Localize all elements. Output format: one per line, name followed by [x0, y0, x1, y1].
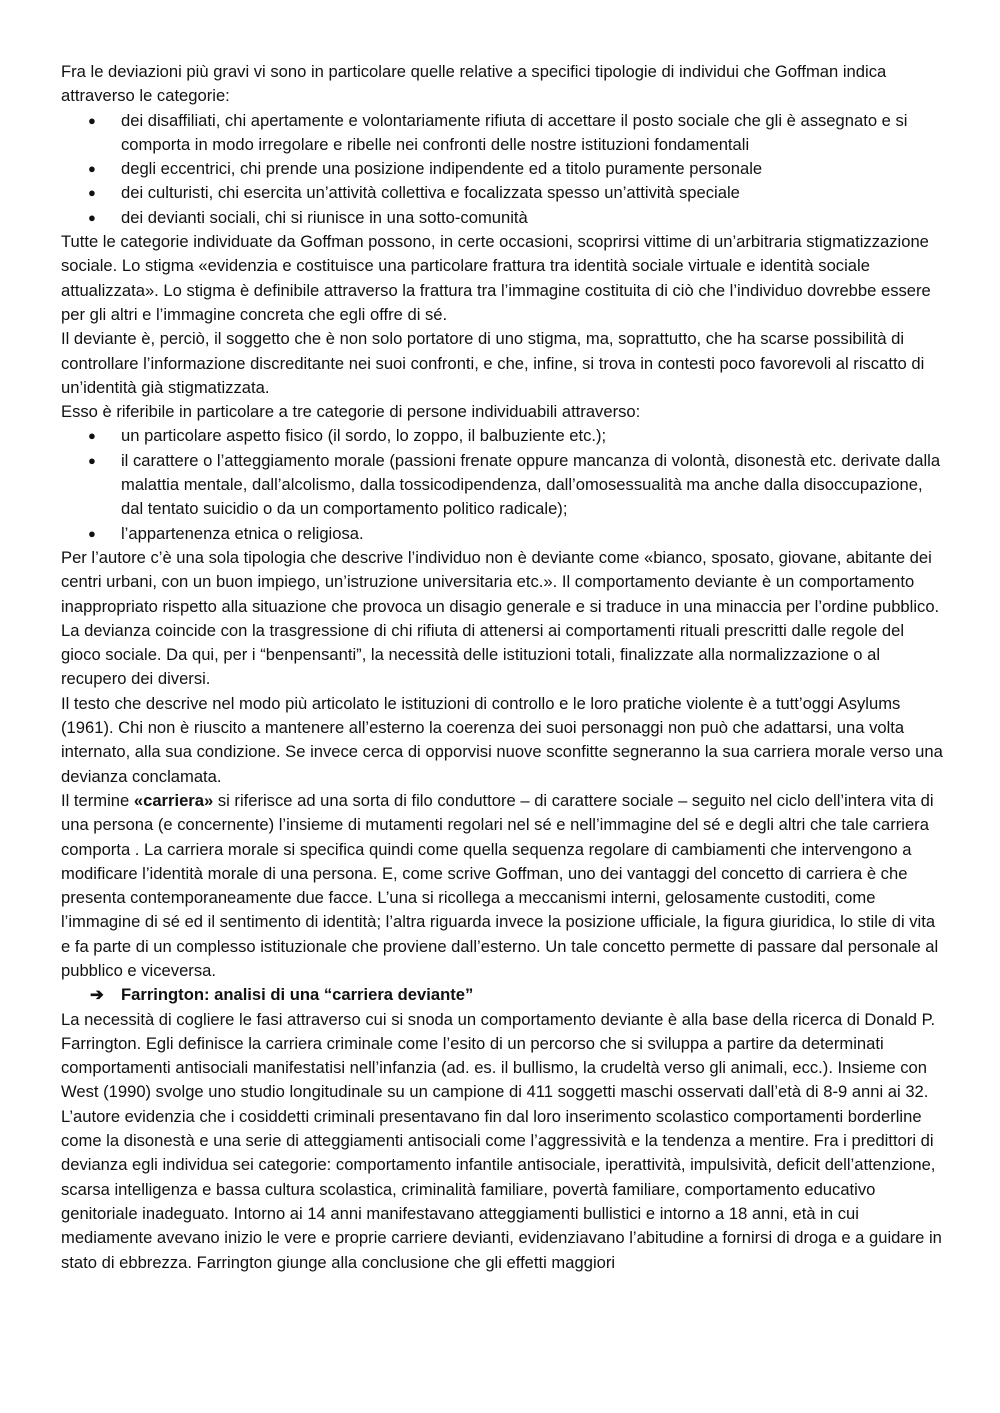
paragraph-deviant: Il deviante è, perciò, il soggetto che è non solo portatore di uno stigma, ma, soprattutto, che ha scarse possibilità di controllare l’informazione discreditante nei suoi confronti, e che, infine, si trova in contesti poco favorevoli al riscatto di un’identità già stigmatizzata. — [61, 329, 925, 397]
bullet-icon: ● — [88, 112, 96, 128]
paragraph-asylums: Il testo che descrive nel modo più articolato le istituzioni di controllo e le loro pratiche violente è a tutt’oggi Asylums (1961). Chi non è riuscito a mantenere all’esterno la coerenza dei suoi personaggi non può che adattarsi, una volta internato, alla sua condizione. Se invece cerca di opporvisi nuove sconfitte segneranno la sua carriera morale verso una devianza conclamata. — [61, 693, 943, 786]
paragraph-intro: Fra le deviazioni più gravi vi sono in particolare quelle relative a specifici tipologie di individui che Goffman indica attraverso le categorie: — [61, 62, 887, 106]
paragraph-stigma: Tutte le categorie individuate da Goffman possono, in certe occasioni, scoprirsi vittime di un’arbitraria stigmatizzazione sociale. Lo stigma «evidenzia e costituisce una particolare frattura tra identità sociale virtuale e identità sociale attualizzata». Lo stigma è definibile attraverso la frattura tra l’immagine costituita di ciò che l’individuo dovrebbe essere per gli altri e l’immagine concreta che egli offre di sé. — [61, 232, 931, 324]
bullet-icon: ● — [88, 428, 96, 444]
list-item: ● dei culturisti, chi esercita un’attività collettiva e focalizzata spesso un’attività speciale — [121, 181, 945, 205]
stigma-categories-list — [61, 424, 945, 545]
paragraph-carriera: Il termine «carriera» si riferisce ad una sorta di filo conduttore – di carattere sociale – seguito nel ciclo dell’intera vita di una persona (e concernente) l’insieme di mutamenti regolari nel sé e nell’immagine del sé e degli altri che tale carriera comporta . La carriera morale si specifica quindi come quella sequenza regolare di cambiamenti che intervengono a modificare l’identità morale di una persona. E, come scrive Goffman, uno dei vantaggi del concetto di carriera è che presenta contemporaneamente due facce. L’una si ricollega a meccanismi interni, gelosamente custoditi, come l’immagine di sé ed il sentimento di identità; l’altra riguarda invece la posizione ufficiale, la figura giuridica, lo stile di vita e fa parte di un complesso istituzionale che proviene dall’esterno. Un tale concetto permette di passare dal personale al pubblico e viceversa. — [61, 790, 939, 980]
section-heading-text: Farrington: analisi di una “carriera deviante” — [121, 985, 474, 1005]
list-item: ● dei disaffiliati, chi apertamente e volontariamente rifiuta di accettare il posto sociale che gli è assegnato e si comporta in modo irregolare e ribelle nei confronti delle nostre istituzioni fondamentali — [88, 110, 908, 154]
list-item: ● il carattere o l’atteggiamento morale (passioni frenate oppure mancanza di volontà, disonestà etc. derivate dalla malattia mentale, dall’alcolismo, dalla tossicodipendenza, dall’omosessualità ma anche dalla disoccupazione, dal tentato suicidio o da un comportamento politico radicale); — [88, 450, 941, 519]
list-item: ● un particolare aspetto fisico (il sordo, lo zoppo, il balbuziente etc.); — [121, 424, 945, 448]
bullet-icon: ● — [88, 161, 96, 177]
deviant-categories-list — [61, 109, 945, 230]
list-item: ● l’appartenenza etnica o religiosa. — [121, 522, 945, 546]
list-item: ● degli eccentrici, chi prende una posizione indipendente ed a titolo puramente personale — [121, 157, 945, 181]
section-heading — [61, 983, 945, 1007]
term-carriera: «carriera» — [133, 790, 214, 810]
paragraph-three-categories: Esso è riferibile in particolare a tre categorie di persone individuabili attraverso: — [61, 402, 641, 422]
paragraph-deviant-behavior: Per l’autore c’è una sola tipologia che descrive l’individuo non è deviante come «bianco, sposato, giovane, abitante dei centri urbani, con un buon impiego, un’istruzione universitaria etc.». Il comportamento deviante è un comportamento inappropriato rispetto alla situazione che provoca un disagio generale e si traduce in una minaccia per l’ordine pubblico. La devianza coincide con la trasgressione di chi rifiuta di attenersi ai comportamenti rituali prescritti dalle regole del gioco sociale. Da qui, per i “benpensanti”, la necessità delle istituzioni totali, finalizzate alla normalizzazione o al recupero dei diversi. — [61, 547, 940, 689]
bullet-icon: ● — [88, 452, 96, 468]
bullet-icon: ● — [88, 525, 96, 541]
bullet-icon: ● — [88, 185, 96, 201]
list-item: ● dei devianti sociali, chi si riunisce in una sotto-comunità — [121, 206, 945, 230]
paragraph-farrington: La necessità di cogliere le fasi attraverso cui si snoda un comportamento deviante è alla base della ricerca di Donald P. Farrington. Egli definisce la carriera criminale come l’esito di un percorso che si sviluppa a partire da determinati comportamenti antisociali manifestatisi nell’infanzia (ad. es. il bullismo, la crudeltà verso gli animali, ecc.). Insieme con West (1990) svolge uno studio longitudinale su un campione di 411 soggetti maschi osservati dall’età di 8-9 anni ai 32. L’autore evidenzia che i cosiddetti criminali presentavano fin dal loro inserimento scolastico comportamenti borderline come la disonestà e una serie di atteggiamenti antisociali come l’aggressività e la tendenza a mentire. Fra i predittori di devianza egli individua sei categorie: comportamento infantile antisociale, iperattività, impulsività, deficit dell’attenzione, scarsa intelligenza e bassa cultura scolastica, criminalità familiare, povertà familiare, comportamento educativo genitoriale inadeguato. Intorno ai 14 anni manifestavano atteggiamenti bullistici e intorno a 18 anni, età in cui mediamente avevano inizio le vere e proprie carriere devianti, evidenziavano l’abitudine a fornirsi di droga e a guidare in stato di ebbrezza. Farrington giunge alla conclusione che gli effetti maggiori — [61, 1009, 942, 1272]
bullet-icon: ● — [88, 209, 96, 225]
arrow-icon: ➔ — [90, 985, 104, 1005]
